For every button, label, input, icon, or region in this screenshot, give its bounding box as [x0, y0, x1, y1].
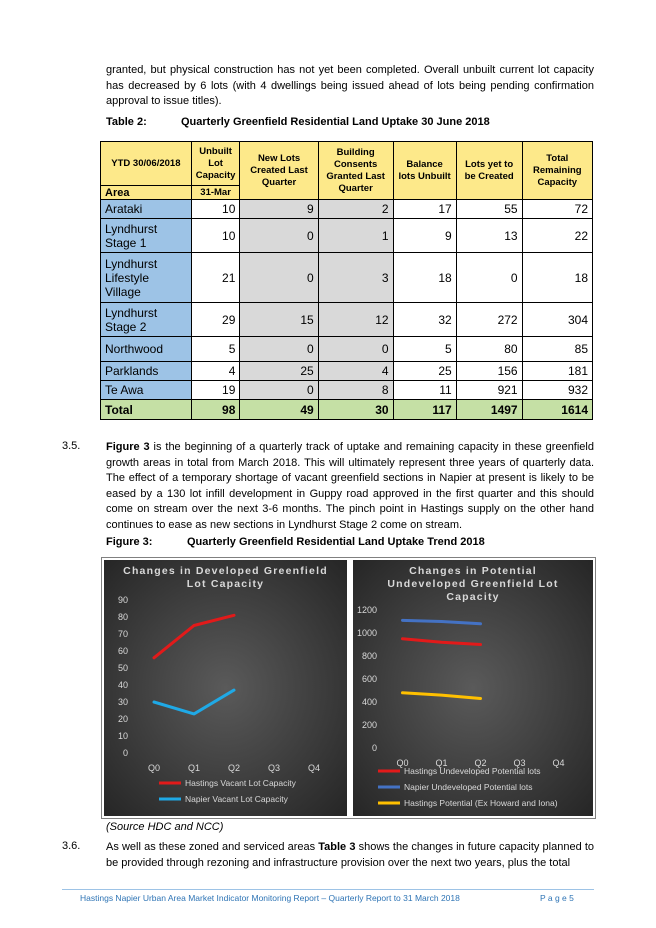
- table-label: Table 2:: [106, 116, 147, 128]
- table-row: [101, 253, 593, 303]
- y-tick-label: 800: [361, 651, 377, 661]
- cell-total: 85: [522, 337, 592, 362]
- chart-developed-capacity: [104, 560, 347, 816]
- x-tick-label: Q1: [187, 763, 201, 773]
- legend-label: Hastings Potential (Ex Howard and Iona): [404, 798, 558, 808]
- header-ytd: YTD 30/06/2018: [101, 142, 192, 186]
- row-area: Lyndhurst Stage 2: [101, 303, 192, 337]
- y-tick-label: 200: [361, 720, 377, 730]
- cell-unbuilt: 5: [191, 337, 240, 362]
- cell-consents: 30: [318, 400, 393, 420]
- row-area: Te Awa: [101, 381, 192, 400]
- header-building-consents: Building Consents Granted Last Quarter: [318, 142, 393, 200]
- cell-lots-yet: 55: [456, 200, 522, 219]
- cell-unbuilt: 10: [191, 200, 240, 219]
- x-tick-label: Q0: [396, 758, 409, 768]
- y-tick-label: 1000: [356, 628, 377, 638]
- cell-lots-yet: 1497: [456, 400, 522, 420]
- intro-paragraph: granted, but physical construction has not yet been completed. Overall unbuilt current lot capacity has decreased by 6 lots (with 4 dwellings being issued ahead of lots being pending confirmation approval to issue titles).: [106, 64, 594, 107]
- row-area: Arataki: [101, 200, 192, 219]
- row-area: Lyndhurst Stage 1: [101, 219, 192, 253]
- cell-total: 18: [522, 253, 592, 303]
- y-tick-label: 1200: [356, 605, 377, 615]
- x-tick-label: Q4: [552, 758, 565, 768]
- section-3-6-text-b: shows the changes in future capacity planned to be provided through rezoning and infrastructure provision over the next two years, plus the total: [106, 841, 595, 869]
- cell-consents: 0: [318, 337, 393, 362]
- header-lots-yet: Lots yet to be Created: [456, 142, 522, 200]
- y-tick-label: 20: [117, 714, 128, 724]
- cell-consents: 4: [318, 362, 393, 381]
- legend-label: Hastings Undeveloped Potential lots: [404, 766, 541, 776]
- header-unbuilt: Unbuilt Lot Capacity: [191, 142, 240, 186]
- cell-unbuilt: 29: [191, 303, 240, 337]
- table-row: [101, 362, 593, 381]
- cell-lots-yet: 156: [456, 362, 522, 381]
- table-total-row: [101, 400, 593, 420]
- section-number: 3.6.: [62, 840, 81, 852]
- cell-total: 932: [522, 381, 592, 400]
- cell-unbuilt: 21: [191, 253, 240, 303]
- cell-consents: 3: [318, 253, 393, 303]
- cell-unbuilt: 10: [191, 219, 240, 253]
- cell-lots-yet: 272: [456, 303, 522, 337]
- y-tick-label: 80: [117, 612, 128, 622]
- x-tick-label: Q3: [267, 763, 281, 773]
- section-3-6-text-a: As well as these zoned and serviced areas: [106, 841, 319, 853]
- cell-unbuilt: 98: [191, 400, 240, 420]
- y-tick-label: 600: [361, 674, 377, 684]
- section-number: 3.5.: [62, 440, 81, 452]
- y-tick-label: 0: [122, 748, 128, 758]
- header-total-remaining: Total Remaining Capacity: [522, 142, 592, 200]
- uptake-table: [100, 141, 593, 420]
- y-tick-label: 0: [371, 743, 377, 753]
- chart-title: Lot Capacity: [186, 578, 265, 590]
- figure-frame: [101, 557, 596, 819]
- cell-consents: 1: [318, 219, 393, 253]
- x-tick-label: Q1: [435, 758, 448, 768]
- cell-unbuilt: 19: [191, 381, 240, 400]
- cell-balance: 32: [393, 303, 456, 337]
- page-number: P a g e 5: [540, 893, 574, 903]
- legend-label: Napier Undeveloped Potential lots: [404, 782, 533, 792]
- cell-new-lots: 15: [240, 303, 318, 337]
- footer-text: Hastings Napier Urban Area Market Indicator Monitoring Report – Quarterly Report to 31 March 2018: [80, 893, 460, 903]
- row-area: Total: [101, 400, 192, 420]
- figure-source: (Source HDC and NCC): [106, 821, 224, 833]
- cell-balance: 5: [393, 337, 456, 362]
- x-tick-label: Q2: [227, 763, 241, 773]
- cell-total: 1614: [522, 400, 592, 420]
- cell-balance: 11: [393, 381, 456, 400]
- cell-new-lots: 49: [240, 400, 318, 420]
- y-tick-label: 400: [361, 697, 377, 707]
- cell-total: 72: [522, 200, 592, 219]
- chart-title: Undeveloped Greenfield Lot: [387, 578, 559, 590]
- cell-new-lots: 0: [240, 219, 318, 253]
- section-3-5-text: is the beginning of a quarterly track of uptake and remaining capacity in these greenfield growth areas in total from March 2018. This will ultimately represent three years of quarterly data. The effect of a temporary shortage of vacant greenfield sections in Napier at present is likely to be eased by a 130 lot infill development in Guppy road approved in the first quarter and this should come on stream over the next 3-6 months. The pinch point in Hastings supply on the other hand continues to ease as new sections in Lyndhurst Stage 2 come on stream.: [106, 441, 594, 531]
- legend-label: Hastings Vacant Lot Capacity: [185, 778, 296, 788]
- section-3-5-paragraph: [106, 440, 594, 533]
- cell-new-lots: 9: [240, 200, 318, 219]
- row-area: Parklands: [101, 362, 192, 381]
- cell-new-lots: 25: [240, 362, 318, 381]
- table-title: Quarterly Greenfield Residential Land Uptake 30 June 2018: [181, 116, 490, 128]
- cell-balance: 17: [393, 200, 456, 219]
- chart-undeveloped-capacity: [353, 560, 593, 816]
- cell-total: 304: [522, 303, 592, 337]
- y-tick-label: 30: [117, 697, 128, 707]
- cell-new-lots: 0: [240, 381, 318, 400]
- cell-total: 181: [522, 362, 592, 381]
- cell-lots-yet: 80: [456, 337, 522, 362]
- table-row: [101, 337, 593, 362]
- cell-balance: 18: [393, 253, 456, 303]
- y-tick-label: 70: [117, 629, 128, 639]
- table-row: [101, 381, 593, 400]
- chart-title: Changes in Potential: [409, 565, 537, 577]
- cell-unbuilt: 4: [191, 362, 240, 381]
- figure-reference: Figure 3: [106, 441, 150, 453]
- cell-new-lots: 0: [240, 337, 318, 362]
- legend-label: Napier Vacant Lot Capacity: [185, 794, 288, 804]
- y-tick-label: 40: [117, 680, 128, 690]
- table-reference: Table 3: [318, 841, 356, 853]
- row-area: Northwood: [101, 337, 192, 362]
- table-row: [101, 303, 593, 337]
- cell-lots-yet: 921: [456, 381, 522, 400]
- cell-balance: 9: [393, 219, 456, 253]
- y-tick-label: 10: [117, 731, 128, 741]
- cell-consents: 2: [318, 200, 393, 219]
- cell-balance: 117: [393, 400, 456, 420]
- section-3-6-paragraph: [106, 840, 594, 871]
- cell-lots-yet: 13: [456, 219, 522, 253]
- header-area: Area: [101, 186, 192, 200]
- row-area: Lyndhurst Lifestyle Village: [101, 253, 192, 303]
- x-tick-label: Q4: [307, 763, 321, 773]
- cell-consents: 12: [318, 303, 393, 337]
- cell-lots-yet: 0: [456, 253, 522, 303]
- y-tick-label: 50: [117, 663, 128, 673]
- cell-total: 22: [522, 219, 592, 253]
- y-tick-label: 60: [117, 646, 128, 656]
- cell-consents: 8: [318, 381, 393, 400]
- table-row: [101, 200, 593, 219]
- chart-title: Capacity: [446, 591, 500, 603]
- cell-balance: 25: [393, 362, 456, 381]
- figure-title: Quarterly Greenfield Residential Land Uptake Trend 2018: [187, 536, 485, 548]
- x-tick-label: Q3: [513, 758, 526, 768]
- header-new-lots: New Lots Created Last Quarter: [240, 142, 318, 200]
- header-unbuilt-date: 31-Mar: [191, 186, 240, 200]
- y-tick-label: 90: [117, 595, 128, 605]
- table-row: [101, 219, 593, 253]
- x-tick-label: Q2: [474, 758, 487, 768]
- x-tick-label: Q0: [147, 763, 161, 773]
- chart-title: Changes in Developed Greenfield: [123, 565, 328, 577]
- figure-label: Figure 3:: [106, 536, 153, 548]
- footer-divider: [62, 889, 594, 890]
- header-balance: Balance lots Unbuilt: [393, 142, 456, 200]
- cell-new-lots: 0: [240, 253, 318, 303]
